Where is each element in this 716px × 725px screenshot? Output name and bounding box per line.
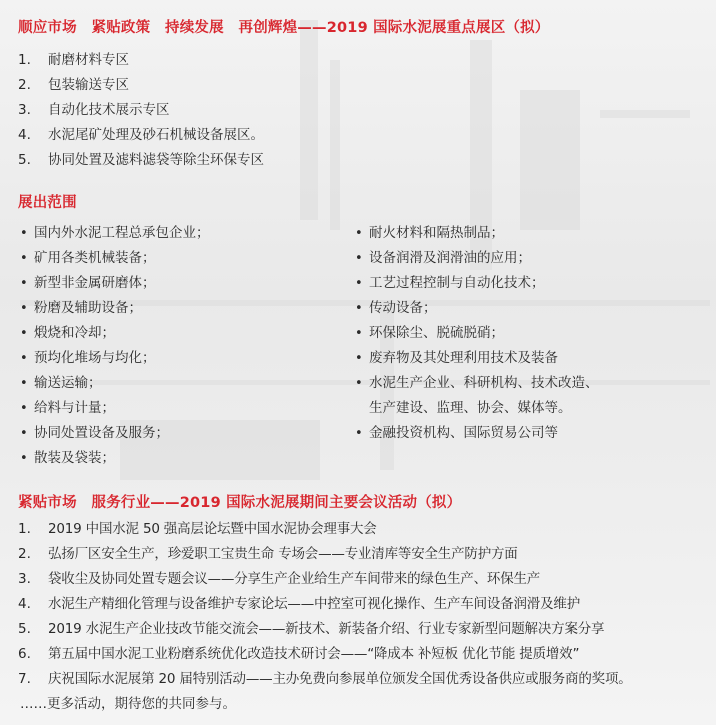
bullet-icon: •: [20, 426, 28, 441]
scope-item: [20, 296, 210, 321]
item-number: 3.: [18, 102, 31, 118]
scope-item-text: 给料与计量；: [34, 400, 115, 416]
item-number: 2.: [18, 77, 31, 93]
bullet-icon: •: [355, 351, 363, 366]
item-text: 水泥生产精细化管理与设备维护专家论坛——中控室可视化操作、生产车间设备润滑及维护: [48, 596, 580, 612]
scope-item: [20, 221, 210, 246]
event-item: [0, 567, 716, 592]
scope-item-text: 新型非金属研磨体；: [34, 275, 156, 291]
scope-item-text: 粉磨及辅助设备；: [34, 300, 142, 316]
bullet-icon: •: [20, 226, 28, 241]
item-number: 1.: [18, 52, 31, 68]
scope-item: [355, 221, 599, 246]
bullet-icon: •: [355, 426, 363, 441]
scope-item: [355, 246, 599, 271]
item-number: 5.: [18, 152, 31, 168]
bullet-icon: •: [355, 276, 363, 291]
exhibit-zone-item: [0, 48, 716, 73]
section2-heading: 展出范围: [18, 195, 77, 211]
scope-list-left: [20, 221, 210, 471]
bullet-icon: •: [20, 401, 28, 416]
event-item: [0, 667, 716, 692]
bullet-icon: •: [20, 251, 28, 266]
bullet-icon: •: [20, 376, 28, 391]
bullet-icon: •: [20, 451, 28, 466]
bullet-icon: •: [355, 226, 363, 241]
scope-item-text: 输送运输；: [34, 375, 102, 391]
event-item: [0, 517, 716, 542]
item-text: 袋收尘及协同处置专题会议——分享生产企业给生产车间带来的绿色生产、环保生产: [48, 571, 541, 587]
exhibit-zone-item: [0, 123, 716, 148]
closing-note: ……更多活动，期待您的共同参与。: [20, 696, 236, 712]
scope-item: [20, 421, 210, 446]
item-text: 耐磨材料专区: [48, 52, 129, 68]
scope-item: [355, 321, 599, 346]
scope-item-text: 环保除尘、脱硫脱硝；: [369, 325, 504, 341]
scope-item-text: 水泥生产企业、科研机构、技术改造、: [369, 375, 599, 391]
exhibit-zone-item: [0, 148, 716, 173]
section1-heading: 顺应市场 紧贴政策 持续发展 再创辉煌——2019 国际水泥展重点展区（拟）: [18, 20, 550, 36]
item-number: 6.: [18, 646, 31, 662]
scope-item-text: 设备润滑及润滑油的应用；: [369, 250, 531, 266]
exhibit-zone-item: [0, 73, 716, 98]
item-text: 庆祝国际水泥展第 20 届特别活动——主办免费向参展单位颁发全国优秀设备供应或服务商的奖项。: [48, 671, 632, 687]
scope-item-text: 工艺过程控制与自动化技术；: [369, 275, 545, 291]
item-text: 自动化技术展示专区: [48, 102, 170, 118]
item-text: 包装输送专区: [48, 77, 129, 93]
scope-item-text: 传动设备；: [369, 300, 437, 316]
scope-item-continuation: 生产建设、监理、协会、媒体等。: [369, 400, 572, 416]
scope-item: [20, 396, 210, 421]
item-text: 弘扬厂区安全生产，珍爱职工宝贵生命 专场会——专业清库等安全生产防护方面: [48, 546, 518, 562]
scope-item-text: 散装及袋装；: [34, 450, 115, 466]
item-number: 4.: [18, 596, 31, 612]
scope-item-text: 预均化堆场与均化；: [34, 350, 156, 366]
scope-item-text: 金融投资机构、国际贸易公司等: [369, 425, 558, 441]
bullet-icon: •: [20, 351, 28, 366]
bullet-icon: •: [355, 301, 363, 316]
scope-item-text: 国内外水泥工程总承包企业；: [34, 225, 210, 241]
scope-item: [355, 421, 599, 446]
scope-item: [355, 371, 599, 396]
scope-item: [355, 296, 599, 321]
item-text: 协同处置及滤料滤袋等除尘环保专区: [48, 152, 264, 168]
item-number: 7.: [18, 671, 31, 687]
item-number: 5.: [18, 621, 31, 637]
exhibit-zone-item: [0, 98, 716, 123]
item-number: 4.: [18, 127, 31, 143]
scope-list-right: [355, 221, 599, 446]
scope-item: [20, 271, 210, 296]
bullet-icon: •: [20, 301, 28, 316]
scope-item: [20, 321, 210, 346]
scope-item-text: 耐火材料和隔热制品；: [369, 225, 504, 241]
item-number: 3.: [18, 571, 31, 587]
scope-item: [20, 446, 210, 471]
scope-item: [20, 246, 210, 271]
bullet-icon: •: [355, 376, 363, 391]
scope-item: [355, 346, 599, 371]
event-item: [0, 592, 716, 617]
bullet-icon: •: [355, 251, 363, 266]
scope-item-text: 矿用各类机械装备；: [34, 250, 156, 266]
bullet-icon: •: [355, 326, 363, 341]
scope-item: [355, 271, 599, 296]
bullet-icon: •: [20, 326, 28, 341]
item-text: 2019 中国水泥 50 强高层论坛暨中国水泥协会理事大会: [48, 521, 377, 537]
scope-item-text: 协同处置设备及服务；: [34, 425, 169, 441]
section3-heading: 紧贴市场 服务行业——2019 国际水泥展期间主要会议活动（拟）: [18, 495, 462, 511]
events-list: [0, 517, 716, 692]
event-item: [0, 642, 716, 667]
item-text: 第五届中国水泥工业粉磨系统优化改造技术研讨会——“降成本 补短板 优化节能 提质增效”: [48, 646, 580, 662]
bullet-icon: •: [20, 276, 28, 291]
event-item: [0, 617, 716, 642]
scope-item: [20, 371, 210, 396]
scope-item-text: 废弃物及其处理利用技术及装备: [369, 350, 558, 366]
exhibit-zones-list: [0, 48, 716, 173]
scope-item-text: 煅烧和冷却；: [34, 325, 115, 341]
item-number: 1.: [18, 521, 31, 537]
event-item: [0, 542, 716, 567]
scope-item: [20, 346, 210, 371]
item-number: 2.: [18, 546, 31, 562]
item-text: 2019 水泥生产企业技改节能交流会——新技术、新装备介绍、行业专家新型问题解决方案分享: [48, 621, 605, 637]
item-text: 水泥尾矿处理及砂石机械设备展区。: [48, 127, 264, 143]
